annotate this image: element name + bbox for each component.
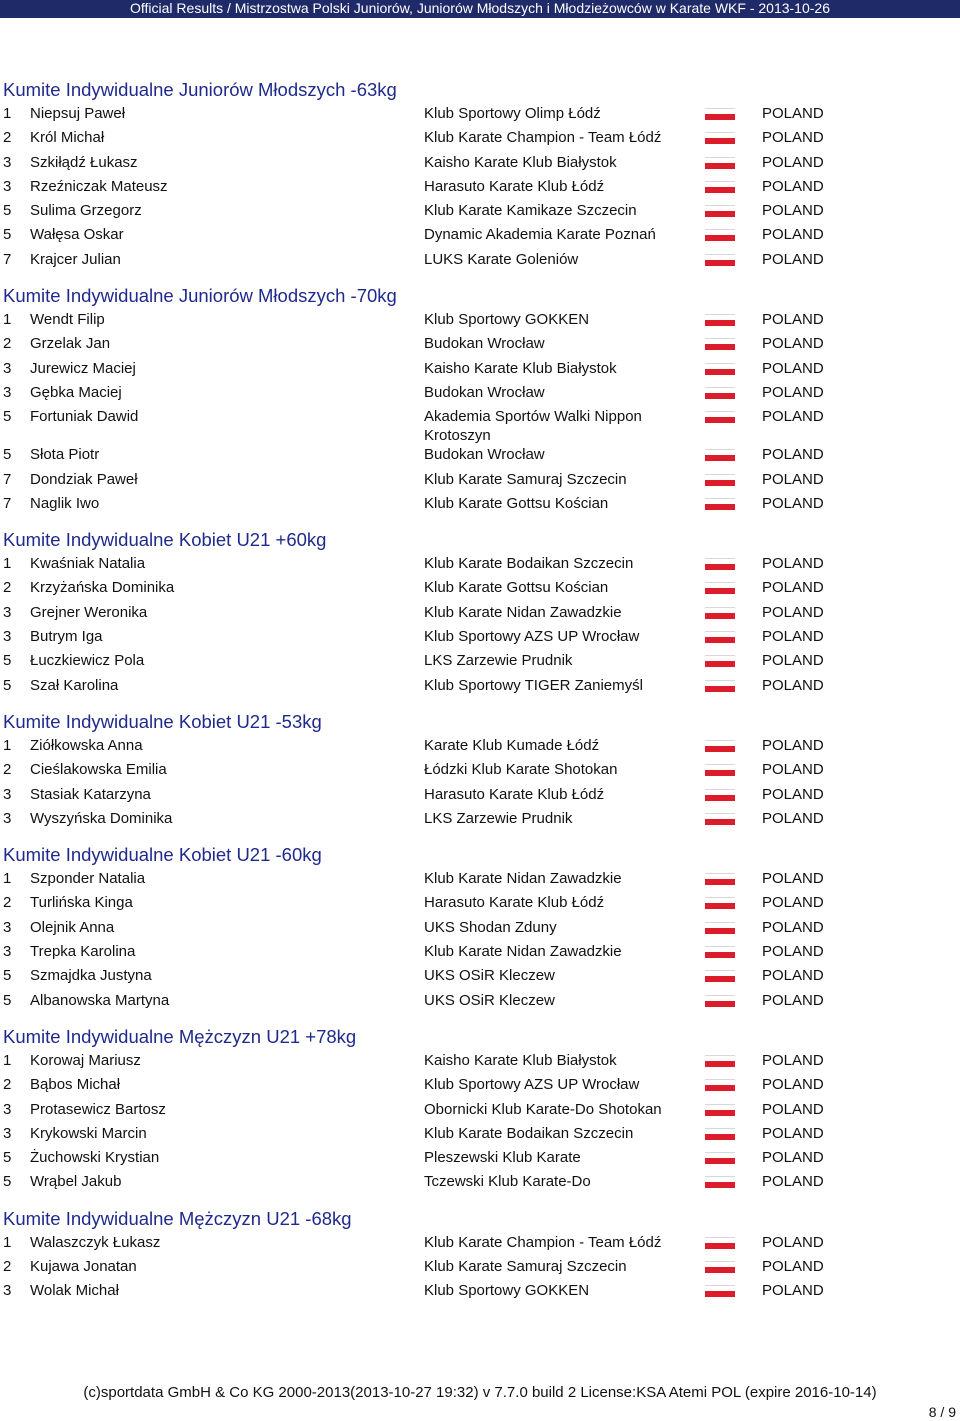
country-name: POLAND [762,809,824,827]
competitor-name: Szponder Natalia [30,870,146,888]
placement: 5 [3,408,12,426]
placement: 3 [3,359,12,377]
competitor-name: Krajcer Julian [30,250,121,268]
country-name: POLAND [762,494,824,512]
placement: 5 [3,991,12,1009]
result-row [0,248,960,272]
result-row [0,308,960,332]
placement: 1 [3,736,12,754]
result-row [0,405,960,443]
result-row [0,891,960,915]
result-row [0,199,960,223]
country-name: POLAND [762,1173,824,1191]
club-name: Klub Sportowy Olimp Łódź [424,105,601,122]
poland-flag-icon [705,789,735,801]
club-name: Budokan Wrocław [424,335,545,353]
poland-flag-icon [705,411,735,423]
poland-flag-icon [705,229,735,241]
competitor-name: Turlińska Kinga [30,894,133,912]
competitor-name: Wyszyńska Dominika [30,809,173,827]
poland-flag-icon [705,1176,735,1188]
competitor-name: Ziółkowska Anna [30,736,143,754]
placement: 2 [3,761,12,779]
poland-flag-icon [705,314,735,326]
competitor-name: Król Michał [30,129,105,147]
result-row [0,357,960,381]
country-name: POLAND [762,311,824,329]
country-name: POLAND [762,359,824,377]
poland-flag-icon [705,449,735,461]
club-name: Tczewski Klub Karate-Do [424,1173,591,1191]
placement: 5 [3,967,12,985]
result-row [0,1231,960,1255]
poland-flag-icon [705,181,735,193]
result-row [0,223,960,247]
result-row [0,1073,960,1097]
result-row [0,674,960,698]
poland-flag-icon [705,897,735,909]
page-number: 8 / 9 [928,1404,956,1420]
placement: 1 [3,870,12,888]
placement: 5 [3,676,12,694]
placement: 3 [3,1282,12,1300]
poland-flag-icon [705,995,735,1007]
competitor-name: Bąbos Michał [30,1076,121,1094]
poland-flag-icon [705,498,735,510]
placement: 5 [3,1173,12,1191]
category-section [0,284,960,516]
club-name: Klub Sportowy AZS UP Wrocław [424,1076,640,1094]
country-name: POLAND [762,202,824,220]
country-name: POLAND [762,177,824,195]
club-name: Kaisho Karate Klub Białystok [424,153,617,171]
poland-flag-icon [705,1055,735,1067]
competitor-name: Dondziak Paweł [30,470,138,488]
category-title: Kumite Indywidualne Mężczyzn U21 +78kg [3,1025,357,1047]
country-name: POLAND [762,870,824,888]
country-name: POLAND [762,383,824,401]
club-name: Budokan Wrocław [424,383,545,401]
club-name: Klub Karate Nidan Zawadzkie [424,870,622,888]
placement: 3 [3,177,12,195]
country-name: POLAND [762,1149,824,1167]
placement: 2 [3,1257,12,1275]
placement: 3 [3,383,12,401]
poland-flag-icon [705,1079,735,1091]
poland-flag-icon [705,558,735,570]
result-row [0,468,960,492]
competitor-name: Krzyżańska Dominika [30,579,175,597]
country-name: POLAND [762,918,824,936]
country-name: POLAND [762,785,824,803]
club-name: UKS OSiR Kleczew [424,967,555,985]
category-section [0,1207,960,1304]
poland-flag-icon [705,205,735,217]
results-content [0,78,960,1316]
result-row [0,1255,960,1279]
club-name: Karate Klub Kumade Łódź [424,736,600,754]
poland-flag-icon [705,157,735,169]
result-row [0,916,960,940]
poland-flag-icon [705,655,735,667]
category-section [0,1025,960,1195]
competitor-name: Wałęsa Oskar [30,226,124,244]
competitor-name: Słota Piotr [30,446,100,464]
club-name: LKS Zarzewie Prudnik [424,809,573,827]
poland-flag-icon [705,946,735,958]
result-row [0,1279,960,1303]
club-name: Klub Karate Gottsu Kościan [424,494,609,512]
competitor-name: Butrym Iga [30,628,103,646]
poland-flag-icon [705,680,735,692]
country-name: POLAND [762,991,824,1009]
placement: 3 [3,1124,12,1142]
club-name: Klub Karate Samuraj Szczecin [424,470,627,488]
placement: 5 [3,446,12,464]
poland-flag-icon [705,873,735,885]
competitor-name: Krykowski Marcin [30,1124,147,1142]
country-name: POLAND [762,1233,824,1251]
category-section [0,78,960,272]
competitor-name: Kujawa Jonatan [30,1257,137,1275]
club-name: UKS OSiR Kleczew [424,991,555,1009]
result-row [0,867,960,891]
category-section [0,843,960,1013]
country-name: POLAND [762,894,824,912]
placement: 1 [3,311,12,329]
placement: 7 [3,470,12,488]
poland-flag-icon [705,922,735,934]
poland-flag-icon [705,813,735,825]
club-name: Klub Karate Gottsu Kościan [424,579,609,597]
result-row [0,1098,960,1122]
placement: 5 [3,202,12,220]
result-row [0,576,960,600]
country-name: POLAND [762,1282,824,1300]
country-name: POLAND [762,1100,824,1118]
placement: 5 [3,226,12,244]
category-title: Kumite Indywidualne Kobiet U21 -60kg [3,844,322,866]
country-name: POLAND [762,470,824,488]
result-row [0,625,960,649]
placement: 3 [3,785,12,803]
competitor-name: Szał Karolina [30,676,119,694]
result-row [0,783,960,807]
club-name: UKS Shodan Zduny [424,918,557,936]
poland-flag-icon [705,132,735,144]
category-title: Kumite Indywidualne Juniorów Młodszych -70kg [3,285,397,307]
country-name: POLAND [762,105,824,122]
club-name: Klub Sportowy AZS UP Wrocław [424,628,640,646]
placement: 2 [3,335,12,353]
competitor-name: Trepka Karolina [30,943,136,961]
country-name: POLAND [762,652,824,670]
poland-flag-icon [705,387,735,399]
poland-flag-icon [705,740,735,752]
club-name: Kaisho Karate Klub Białystok [424,359,617,377]
club-name: Klub Karate Nidan Zawadzkie [424,943,622,961]
country-name: POLAND [762,446,824,464]
club-name: Dynamic Akademia Karate Poznań [424,226,656,244]
club-name: Akademia Sportów Walki Nippon Krotoszyn [424,408,642,444]
country-name: POLAND [762,408,824,426]
country-name: POLAND [762,603,824,621]
page-header-title: Official Results / Mistrzostwa Polski Juniorów, Juniorów Młodszych i Młodzieżowców w Karate WKF - 2013-10-26 [0,0,960,18]
club-name: Harasuto Karate Klub Łódź [424,177,605,195]
competitor-name: Gębka Maciej [30,383,122,401]
competitor-name: Żuchowski Krystian [30,1149,160,1167]
category-title: Kumite Indywidualne Kobiet U21 -53kg [3,710,322,732]
placement: 3 [3,153,12,171]
competitor-name: Grejner Weronika [30,603,148,621]
result-row [0,989,960,1013]
club-name: Klub Karate Bodaikan Szczecin [424,555,634,573]
category-section [0,528,960,698]
club-name: Pleszewski Klub Karate [424,1149,581,1167]
placement: 1 [3,105,12,122]
result-row [0,443,960,467]
country-name: POLAND [762,129,824,147]
competitor-name: Niepsuj Paweł [30,105,126,122]
result-row [0,1170,960,1194]
poland-flag-icon [705,582,735,594]
competitor-name: Rzeźniczak Mateusz [30,177,168,195]
country-name: POLAND [762,250,824,268]
competitor-name: Fortuniak Dawid [30,408,139,426]
competitor-name: Walaszczyk Łukasz [30,1233,161,1251]
competitor-name: Łuczkiewicz Pola [30,652,145,670]
placement: 1 [3,1233,12,1251]
club-name: Klub Karate Samuraj Szczecin [424,1257,627,1275]
poland-flag-icon [705,1237,735,1249]
competitor-name: Wolak Michał [30,1282,119,1300]
result-row [0,126,960,150]
footer-text: (c)sportdata GmbH & Co KG 2000-2013(2013-10-27 19:32) v 7.7.0 build 2 License:KSA Atemi POL (expire 2016-10-14) [83,1384,877,1401]
placement: 2 [3,1076,12,1094]
placement: 7 [3,250,12,268]
competitor-name: Grzelak Jan [30,335,111,353]
placement: 1 [3,555,12,573]
result-row [0,552,960,576]
competitor-name: Korowaj Mariusz [30,1051,141,1069]
country-name: POLAND [762,676,824,694]
placement: 5 [3,1149,12,1167]
result-row [0,1049,960,1073]
competitor-name: Wrąbel Jakub [30,1173,122,1191]
result-row [0,102,960,126]
category-title: Kumite Indywidualne Kobiet U21 +60kg [3,529,327,551]
club-name: Klub Karate Champion - Team Łódź [424,1233,662,1251]
club-name: Budokan Wrocław [424,446,545,464]
poland-flag-icon [705,970,735,982]
country-name: POLAND [762,555,824,573]
country-name: POLAND [762,628,824,646]
club-name: Klub Sportowy GOKKEN [424,1282,590,1300]
country-name: POLAND [762,1257,824,1275]
poland-flag-icon [705,108,735,120]
result-row [0,940,960,964]
poland-flag-icon [705,363,735,375]
competitor-name: Szmajdka Justyna [30,967,152,985]
club-name: Harasuto Karate Klub Łódź [424,785,605,803]
placement: 3 [3,603,12,621]
category-title: Kumite Indywidualne Juniorów Młodszych -63kg [3,79,397,100]
country-name: POLAND [762,1076,824,1094]
poland-flag-icon [705,474,735,486]
club-name: LKS Zarzewie Prudnik [424,652,573,670]
placement: 3 [3,809,12,827]
country-name: POLAND [762,335,824,353]
club-name: Klub Sportowy GOKKEN [424,311,590,329]
category-section [0,710,960,831]
competitor-name: Cieślakowska Emilia [30,761,167,779]
result-row [0,175,960,199]
poland-flag-icon [705,1285,735,1297]
competitor-name: Jurewicz Maciej [30,359,136,377]
result-row [0,758,960,782]
country-name: POLAND [762,736,824,754]
country-name: POLAND [762,153,824,171]
competitor-name: Protasewicz Bartosz [30,1100,166,1118]
club-name: Harasuto Karate Klub Łódź [424,894,605,912]
country-name: POLAND [762,1124,824,1142]
result-row [0,601,960,625]
country-name: POLAND [762,967,824,985]
country-name: POLAND [762,761,824,779]
placement: 3 [3,918,12,936]
poland-flag-icon [705,1128,735,1140]
placement: 2 [3,894,12,912]
placement: 7 [3,494,12,512]
poland-flag-icon [705,607,735,619]
competitor-name: Szkiłądź Łukasz [30,153,138,171]
result-row [0,381,960,405]
poland-flag-icon [705,338,735,350]
result-row [0,649,960,673]
competitor-name: Olejnik Anna [30,918,115,936]
placement: 2 [3,129,12,147]
poland-flag-icon [705,1261,735,1273]
competitor-name: Naglik Iwo [30,494,100,512]
club-name: Klub Karate Bodaikan Szczecin [424,1124,634,1142]
competitor-name: Kwaśniak Natalia [30,555,146,573]
result-row [0,964,960,988]
result-row [0,807,960,831]
competitor-name: Wendt Filip [30,311,105,329]
poland-flag-icon [705,764,735,776]
club-name: Klub Karate Nidan Zawadzkie [424,603,622,621]
result-row [0,1146,960,1170]
competitor-name: Albanowska Martyna [30,991,170,1009]
result-row [0,734,960,758]
club-name: Kaisho Karate Klub Białystok [424,1051,617,1069]
competitor-name: Sulima Grzegorz [30,202,142,220]
competitor-name: Stasiak Katarzyna [30,785,151,803]
result-row [0,1122,960,1146]
placement: 3 [3,628,12,646]
placement: 2 [3,579,12,597]
country-name: POLAND [762,226,824,244]
poland-flag-icon [705,1152,735,1164]
placement: 3 [3,943,12,961]
poland-flag-icon [705,254,735,266]
placement: 1 [3,1051,12,1069]
category-title: Kumite Indywidualne Mężczyzn U21 -68kg [3,1207,352,1229]
country-name: POLAND [762,943,824,961]
club-name: Klub Sportowy TIGER Zaniemyśl [424,676,643,694]
result-row [0,332,960,356]
placement: 3 [3,1100,12,1118]
poland-flag-icon [705,631,735,643]
result-row [0,492,960,516]
club-name: Obornicki Klub Karate-Do Shotokan [424,1100,662,1118]
club-name: Klub Karate Champion - Team Łódź [424,129,662,147]
club-name: LUKS Karate Goleniów [424,250,579,268]
poland-flag-icon [705,1104,735,1116]
club-name: Łódzki Klub Karate Shotokan [424,761,618,779]
country-name: POLAND [762,1051,824,1069]
result-row [0,151,960,175]
placement: 5 [3,652,12,670]
club-name: Klub Karate Kamikaze Szczecin [424,202,637,220]
country-name: POLAND [762,579,824,597]
